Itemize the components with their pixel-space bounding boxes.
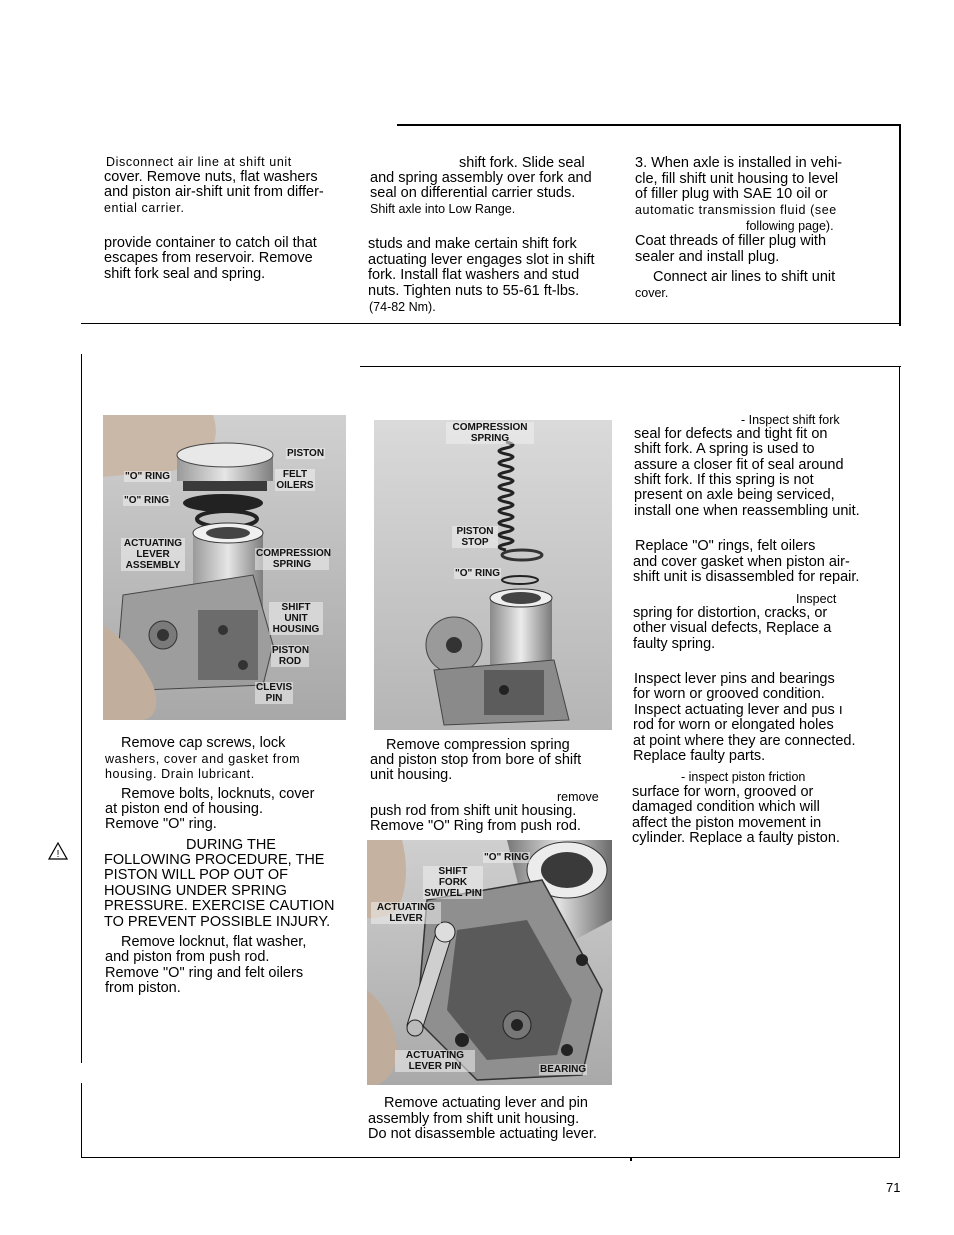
top-col2-line: fork. Install flat washers and stud [368, 267, 580, 283]
bottom-col3-line: seal for defects and tight fit on [634, 426, 828, 442]
bottom-col3-line: shift fork. A spring is used to [634, 441, 815, 457]
bottom-section-top-rule [360, 366, 901, 367]
bottom-section-bottom-rule [81, 1157, 900, 1158]
photo3-label: BEARING [540, 1064, 587, 1075]
top-col2-line: seal on differential carrier studs. [370, 185, 576, 201]
top-col2-line: (74-82 Nm). [369, 300, 436, 314]
bottom-col1-line: Remove "O" ring. [105, 816, 217, 832]
photo1-label: PISTON [287, 448, 325, 459]
top-section-right-rule [899, 124, 901, 326]
top-section-bottom-rule [81, 323, 901, 324]
bottom-col3-line: Replace faulty parts. [633, 748, 766, 764]
top-col3-line: cover. [635, 286, 669, 300]
bottom-col3-line: present on axle being serviced, [634, 487, 835, 503]
top-col2-line: nuts. Tighten nuts to 55-61 ft-lbs. [368, 283, 580, 299]
bottom-col2-line: assembly from shift unit housing. [368, 1111, 580, 1127]
bottom-col1-line: Remove cap screws, lock [121, 735, 286, 751]
caution-line: PISTON WILL POP OUT OF [104, 867, 288, 883]
top-col3-line: cle, fill shift unit housing to level [635, 171, 839, 187]
bottom-col3-line: affect the piston movement in [632, 815, 822, 831]
bottom-col3-line: Replace "O" rings, felt oilers [635, 538, 816, 554]
bottom-col3-line: surface for worn, grooved or [632, 784, 814, 800]
top-section-top-rule [397, 124, 901, 126]
photo1-label: FELT OILERS [276, 469, 314, 491]
bottom-col1-line: Remove "O" ring and felt oilers [105, 965, 304, 981]
caution-line: HOUSING UNDER SPRING [104, 883, 287, 899]
bottom-col1-line: washers, cover and gasket from [105, 752, 301, 766]
top-col1-line: ential carrier. [104, 201, 185, 215]
bottom-col3-line: spring for distortion, cracks, or [633, 605, 828, 621]
caution-line: DURING THE [186, 837, 276, 853]
svg-text:!: ! [56, 849, 60, 860]
top-col2-line: and spring assembly over fork and [370, 170, 592, 186]
top-col2-line: actuating lever engages slot in shift [368, 252, 595, 268]
bottom-section-left-rule-lower [81, 1083, 82, 1158]
photo3-label: "O" RING [484, 852, 530, 863]
bottom-col3-line: shift fork. If this spring is not [634, 472, 814, 488]
bottom-section-tick [630, 1157, 632, 1161]
bottom-col1-line: and piston from push rod. [105, 949, 270, 965]
photo2-label: "O" RING [455, 568, 501, 579]
top-col3-line: of filler plug with SAE 10 oil or [635, 186, 828, 202]
bottom-col2-line: Do not disassemble actuating lever. [368, 1126, 597, 1142]
bottom-col2-line: Remove compression spring [386, 737, 570, 753]
bottom-col3-line: Inspect lever pins and bearings [634, 671, 835, 687]
top-col2-line: Shift axle into Low Range. [370, 202, 516, 216]
compression-spring-photo [374, 420, 612, 730]
bottom-col1-line: at piston end of housing. [105, 801, 264, 817]
bottom-col3-line: faulty spring. [633, 636, 716, 652]
top-col1-line: provide container to catch oil that [104, 235, 317, 251]
top-col1-line: and piston air-shift unit from differ- [104, 184, 324, 200]
photo3-label: ACTUATING LEVER PIN [395, 1050, 475, 1072]
photo1-label: SHIFT UNIT HOUSING [269, 602, 323, 635]
bottom-col1-line: from piston. [105, 980, 181, 996]
photo1-label: COMPRESSION SPRING [256, 548, 332, 570]
piston-shift-unit-photo [103, 415, 346, 720]
bottom-col1-line: Remove locknut, flat washer, [121, 934, 307, 950]
photo3-label: ACTUATING LEVER [371, 902, 441, 924]
bottom-col3-line: assure a closer fit of seal around [634, 457, 844, 473]
photo1-label: PISTON ROD [272, 645, 310, 667]
bottom-col2-line: Remove actuating lever and pin [384, 1095, 588, 1111]
bottom-col3-line: cylinder. Replace a faulty piston. [632, 830, 840, 846]
bottom-col3-line: at point where they are connected. [633, 733, 856, 749]
top-col1-line: Disconnect air line at shift unit [106, 155, 292, 169]
top-col1-line: cover. Remove nuts, flat washers [104, 169, 318, 185]
bottom-col3-line: - inspect piston friction [681, 770, 806, 784]
bottom-col2-line: Remove "O" Ring from push rod. [370, 818, 581, 834]
top-col3-line: 3. When axle is installed in vehi- [635, 155, 843, 171]
bottom-col3-line: install one when reassembling unit. [634, 503, 860, 519]
bottom-col3-line: Inspect [796, 592, 837, 606]
photo2-label: COMPRESSION SPRING [446, 422, 534, 444]
photo1-label: "O" RING [125, 471, 171, 482]
top-col3-line: automatic transmission fluid (see [635, 203, 837, 217]
bottom-col3-line: shift unit is disassembled for repair. [633, 569, 860, 585]
top-col3-line: following page). [746, 219, 834, 233]
top-col1-line: shift fork seal and spring. [104, 266, 266, 282]
bottom-section-left-rule [81, 354, 82, 1063]
bottom-col3-line: for worn or grooved condition. [633, 686, 825, 702]
top-col3-line: Coat threads of filler plug with [635, 233, 827, 249]
photo2-label: PISTON STOP [452, 526, 498, 548]
bottom-col2-line: unit housing. [370, 767, 453, 783]
bottom-col3-line: and cover gasket when piston air- [633, 554, 850, 570]
bottom-col3-line: rod for worn or elongated holes [633, 717, 834, 733]
bottom-col3-line: Inspect actuating lever and pus ı [634, 702, 843, 718]
bottom-col1-line: housing. Drain lubricant. [105, 767, 255, 781]
actuating-lever-photo [367, 840, 612, 1085]
bottom-col3-line: other visual defects, Replace a [633, 620, 832, 636]
photo3-label: SHIFT FORK SWIVEL PIN [424, 866, 482, 899]
bottom-col2-line: push rod from shift unit housing. [370, 803, 577, 819]
bottom-col3-line: - Inspect shift fork [741, 413, 840, 427]
page-number: 71 [886, 1180, 901, 1195]
photo1-label: CLEVIS PIN [256, 682, 293, 704]
caution-line: PRESSURE. EXERCISE CAUTION [104, 898, 335, 914]
bottom-col1-line: Remove bolts, locknuts, cover [121, 786, 315, 802]
bottom-col2-line: remove [557, 790, 599, 804]
top-col2-line: shift fork. Slide seal [459, 155, 585, 171]
bottom-section-right-rule [899, 366, 900, 1158]
photo1-label: "O" RING [124, 495, 170, 506]
top-col2-line: studs and make certain shift fork [368, 236, 577, 252]
photo1-label: ACTUATING LEVER ASSEMBLY [121, 538, 185, 571]
bottom-col2-line: and piston stop from bore of shift [370, 752, 582, 768]
top-col3-line: sealer and install plug. [635, 249, 780, 265]
caution-line: TO PREVENT POSSIBLE INJURY. [104, 914, 331, 930]
caution-line: FOLLOWING PROCEDURE, THE [104, 852, 325, 868]
bottom-col3-line: damaged condition which will [632, 799, 820, 815]
actuating-lever-drawing [367, 840, 612, 1085]
warning-triangle-icon [48, 842, 68, 860]
top-col1-line: escapes from reservoir. Remove [104, 250, 313, 266]
top-col3-line: Connect air lines to shift unit [653, 269, 836, 285]
